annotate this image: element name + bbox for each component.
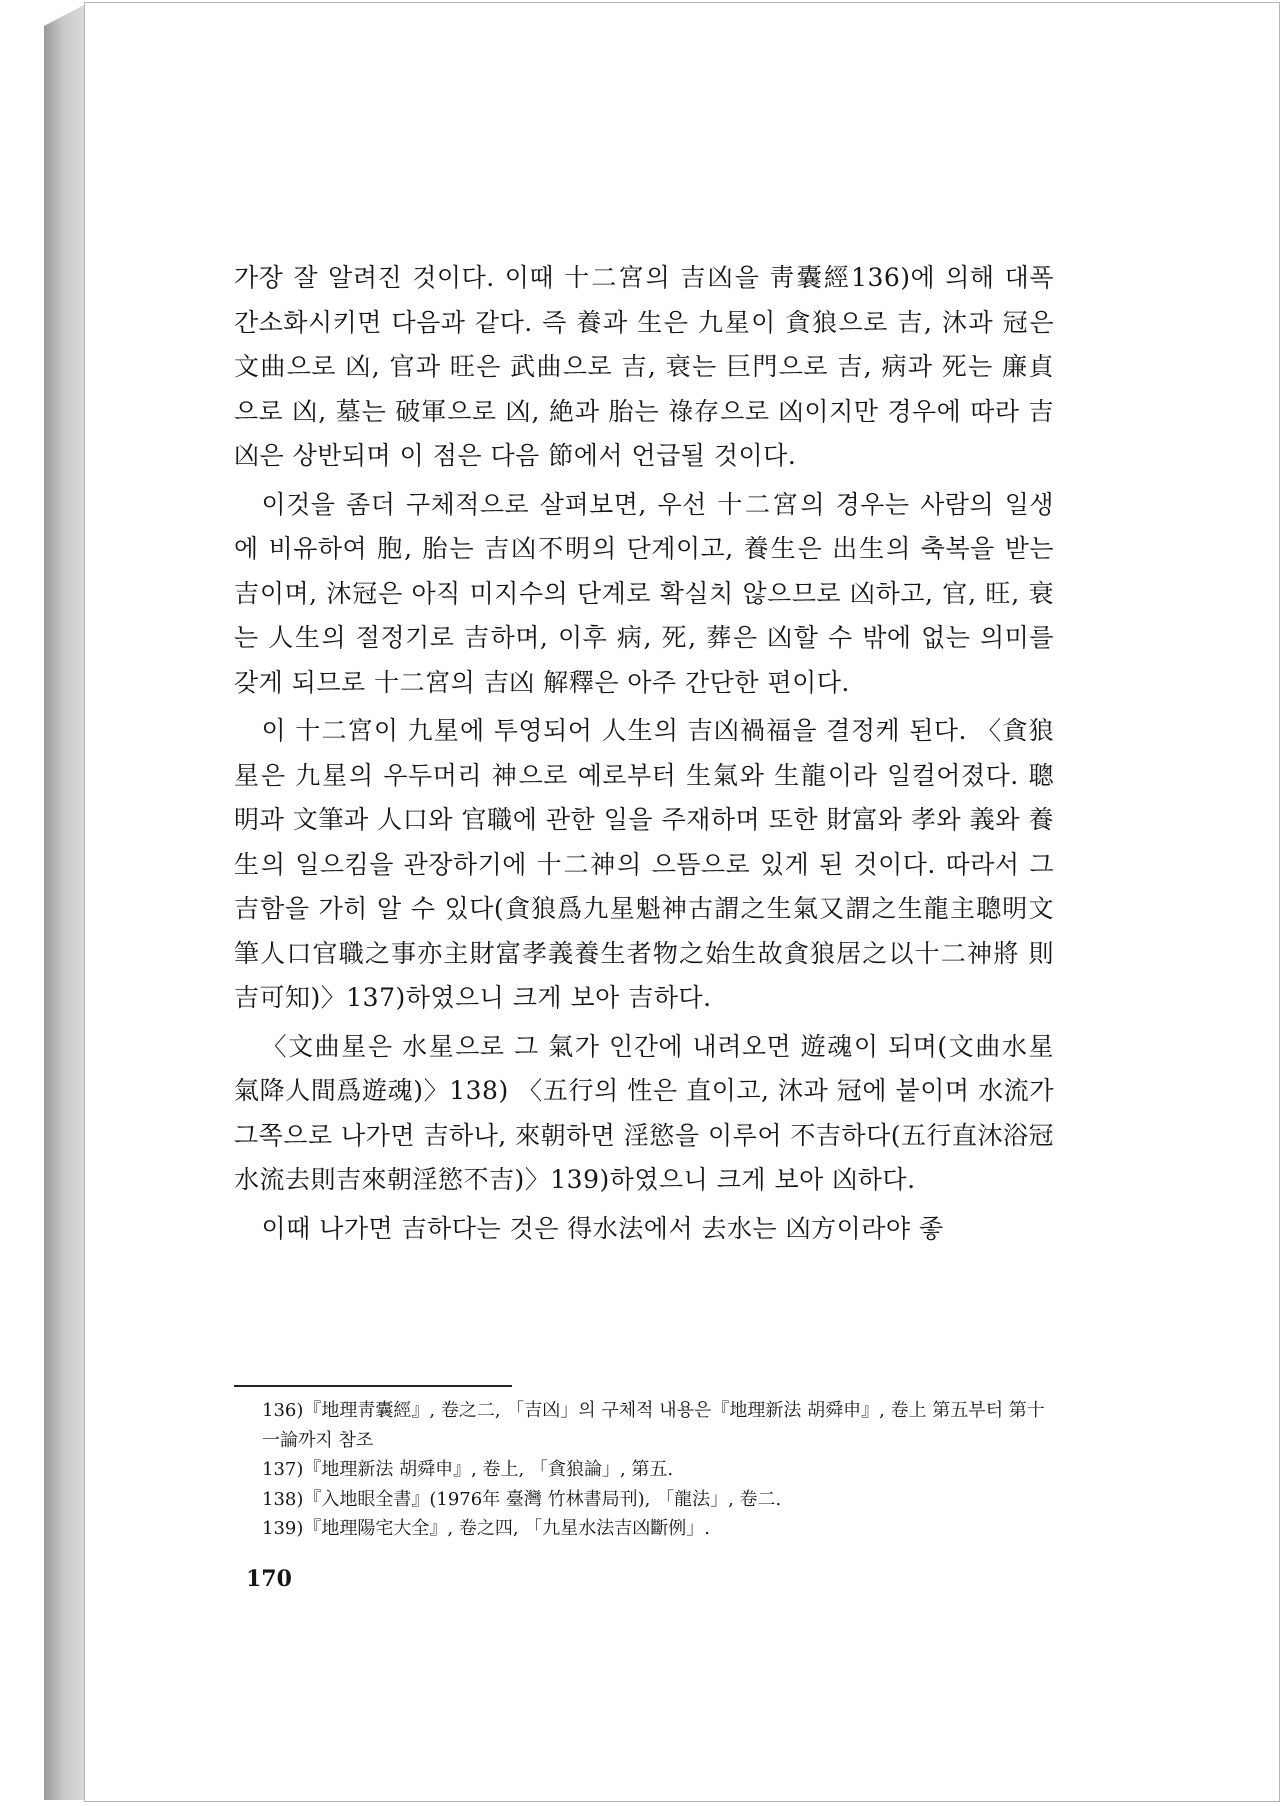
paragraph-5: 이때 나가면 吉하다는 것은 得水法에서 去水는 凶方이라야 좋 — [261, 1213, 944, 1243]
footnotes — [262, 1396, 1062, 1544]
body-text — [234, 256, 1054, 1255]
footnote-138: 138)『入地眼全書』(1976年 臺灣 竹林書局刊), 「龍法」, 卷二. — [262, 1488, 782, 1510]
footnote-divider — [234, 1385, 512, 1387]
footnote-137: 137)『地理新法 胡舜申』, 卷上, 「貪狼論」, 第五. — [262, 1459, 674, 1480]
paragraph-4: 〈文曲星은 水星으로 그 氣가 인간에 내려오면 遊魂이 되며(文曲水星氣降人間爲遊魂)〉138) 〈五行의 性은 直이고, 沐과 冠에 붙이며 水流가 그쪽으로 나가면 吉하나, 來朝하면 淫慾을 이루어 不吉하다(五行直沐浴冠水流去則吉來朝淫慾不吉)〉139)하였으니 크게 보아 凶하다. — [234, 1031, 1054, 1194]
page-number: 170 — [246, 1566, 292, 1592]
paragraph-2: 이것을 좀더 구체적으로 살펴보면, 우선 十二宮의 경우는 사람의 일생에 비유하여 胞, 胎는 吉凶不明의 단계이고, 養生은 出生의 축복을 받는 吉이며, 沐冠은 아직 미지수의 단계로 확실치 않으므로 凶하고, 官, 旺, 衰는 人生의 절정기로 吉하며, 이후 病, 死, 葬은 凶할 수 밖에 없는 의미를 갖게 되므로 十二宮의 吉凶 解釋은 아주 간단한 편이다. — [234, 489, 1054, 697]
book-spine — [44, 4, 86, 1800]
footnote-136: 136)『地理靑囊經』, 卷之二, 「吉凶」의 구체적 내용은『地理新法 胡舜申』, 卷上 第五부터 第十一論까지 참조 — [262, 1400, 1045, 1451]
paragraph-3: 이 十二宮이 九星에 투영되어 人生의 吉凶禍福을 결정케 된다. 〈貪狼星은 九星의 우두머리 神으로 예로부터 生氣와 生龍이라 일컬어졌다. 聰明과 文筆과 人口와 官職에 관한 일을 주재하며 또한 財富와 孝와 義와 養生의 일으킴을 관장하기에 十二神의 으뜸으로 있게 된 것이다. 따라서 그 吉함을 가히 알 수 있다(貪狼爲九星魁神古謂之生氣又謂之生龍主聰明文筆人口官職之事亦主財富孝義養生者物之始生故貪狼居之以十二神將 則吉可知)〉137)하였으니 크게 보아 吉하다. — [234, 716, 1054, 1012]
paragraph-1: 가장 잘 알려진 것이다. 이때 十二宮의 吉凶을 靑囊經136)에 의해 대폭 간소화시키면 다음과 같다. 즉 養과 生은 九星이 貪狼으로 吉, 沐과 冠은 文曲으로 凶, 官과 旺은 武曲으로 吉, 衰는 巨門으로 吉, 病과 死는 廉貞으로 凶, 墓는 破軍으로 凶, 絶과 胎는 祿存으로 凶이지만 경우에 따라 吉凶은 상반되며 이 점은 다음 節에서 언급될 것이다. — [234, 263, 1054, 470]
footnote-139: 139)『地理陽宅大全』, 卷之四, 「九星水法吉凶斷例」. — [262, 1518, 710, 1539]
